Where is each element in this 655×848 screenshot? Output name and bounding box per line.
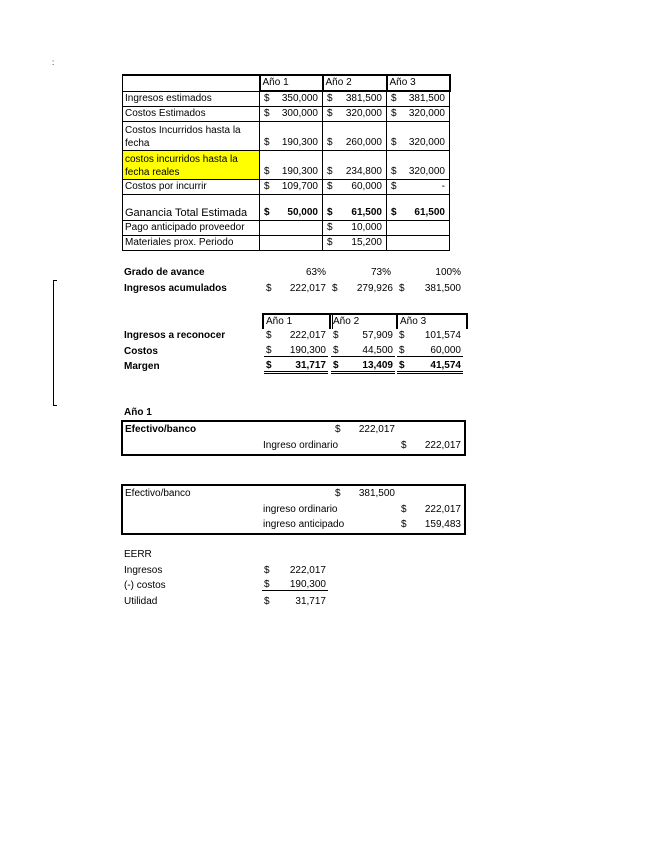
value-cell: $ 222,017 — [266, 330, 326, 341]
journal-entry-2 — [121, 484, 466, 535]
entry2-credit1-value: $ 222,017 — [401, 504, 461, 515]
row-label: Costos por incurrir — [123, 180, 260, 195]
value-cell: $ 260,000 — [323, 122, 387, 151]
eerr-ingresos-value: $ 222,017 — [264, 565, 326, 576]
table-row — [123, 107, 450, 122]
value-cell: $ - — [387, 180, 450, 195]
table-row — [123, 151, 450, 180]
value-cell — [387, 236, 450, 251]
value-cell — [260, 236, 323, 251]
table-row — [123, 91, 450, 107]
grado-ano-3: 100% — [435, 267, 461, 278]
entry1-debit-value: $ 222,017 — [335, 424, 395, 435]
ingresos-acumulados-label: Ingresos acumulados — [124, 283, 227, 294]
estimates-table — [122, 74, 451, 251]
table-row — [123, 236, 450, 251]
value-cell: $ 61,500 — [387, 195, 450, 221]
value-cell: $ 15,200 — [323, 236, 387, 251]
value-cell: $ 109,700 — [260, 180, 323, 195]
table2-header-ano-3: Año 3 — [396, 313, 468, 329]
grado-ano-2: 73% — [370, 267, 391, 278]
margin-bracket-tick — [53, 405, 57, 406]
eerr-utilidad-value: $ 31,717 — [264, 596, 326, 607]
value-cell — [260, 221, 323, 236]
value-cell: $ 234,800 — [323, 151, 387, 180]
row-label: Materiales prox. Periodo — [123, 236, 260, 251]
eerr-costos-value: $ 190,300 — [264, 579, 326, 590]
header-cell-empty — [123, 75, 260, 91]
header-ano-2: Año 2 — [323, 75, 387, 91]
value-cell — [387, 221, 450, 236]
value-cell: $ 10,000 — [323, 221, 387, 236]
value-cell: $ 190,300 — [260, 122, 323, 151]
value-cell: $ 320,000 — [387, 122, 450, 151]
value-cell: $ 320,000 — [387, 107, 450, 122]
entry1-credit-label: Ingreso ordinario — [263, 440, 339, 451]
row-label: Pago anticipado proveedor — [123, 221, 260, 236]
corner-mark: : — [52, 58, 55, 67]
margin-bracket-tick — [53, 280, 57, 281]
value-cell: $ 60,000 — [399, 345, 461, 356]
value-cell: $ 101,574 — [399, 330, 461, 341]
eerr-utilidad-label: Utilidad — [124, 596, 158, 607]
margin-bracket-line — [53, 280, 54, 406]
acumulado-ano-3: $ 381,500 — [399, 283, 461, 294]
entry2-debit-value: $ 381,500 — [335, 488, 395, 499]
journal-entry-1 — [121, 420, 466, 456]
entry1-credit-value: $ 222,017 — [401, 440, 461, 451]
value-cell: $ 50,000 — [260, 195, 323, 221]
table2-header-ano-2: Año 2 — [329, 313, 399, 329]
acumulado-ano-2: $ 279,926 — [332, 283, 393, 294]
margen-label: Margen — [124, 361, 160, 372]
row-label: Costos Incurridos hasta la fecha — [123, 122, 260, 151]
row-label: Ganancia Total Estimada — [123, 195, 260, 221]
value-cell: $ 350,000 — [260, 91, 323, 107]
table2-header-ano-1: Año 1 — [262, 313, 333, 329]
value-cell: $ 60,000 — [323, 180, 387, 195]
entry2-credit1-label: ingreso ordinario — [263, 504, 338, 515]
value-cell: $ 41,574 — [397, 360, 463, 374]
grado-avance-label: Grado de avance — [124, 267, 205, 278]
value-cell: $ 320,000 — [387, 151, 450, 180]
value-cell: $ 44,500 — [333, 345, 393, 356]
entry1-debit-label: Efectivo/banco — [125, 424, 197, 435]
table-header-row — [123, 75, 450, 91]
row-label-highlighted: costos incurridos hasta la fecha reales — [123, 151, 260, 180]
value-cell: $ 190,300 — [260, 151, 323, 180]
entry2-credit2-value: $ 159,483 — [401, 519, 461, 530]
value-cell: $ 190,300 — [266, 345, 326, 356]
row-label: Costos Estimados — [123, 107, 260, 122]
value-cell: $ 31,717 — [264, 360, 328, 374]
eerr-title: EERR — [124, 549, 152, 560]
table-row — [123, 180, 450, 195]
value-cell: $ 381,500 — [323, 91, 387, 107]
header-ano-1: Año 1 — [260, 75, 323, 91]
value-cell: $ 381,500 — [387, 91, 450, 107]
entry2-credit2-label: ingreso anticipado — [263, 519, 345, 530]
table-row — [123, 221, 450, 236]
header-ano-3: Año 3 — [387, 75, 450, 91]
table-row — [123, 195, 450, 221]
grado-ano-1: 63% — [305, 267, 326, 278]
ano1-title: Año 1 — [124, 407, 152, 418]
eerr-costos-label: (-) costos — [124, 580, 166, 591]
acumulado-ano-1: $ 222,017 — [266, 283, 326, 294]
ingresos-reconocer-label: Ingresos a reconocer — [124, 330, 226, 341]
costos-label: Costos — [124, 346, 158, 357]
eerr-ingresos-label: Ingresos — [124, 565, 163, 576]
value-cell: $ 61,500 — [323, 195, 387, 221]
value-cell: $ 300,000 — [260, 107, 323, 122]
value-cell: $ 57,909 — [333, 330, 393, 341]
entry2-debit-label: Efectivo/banco — [125, 488, 191, 499]
row-label: Ingresos estimados — [123, 91, 260, 107]
value-cell: $ 13,409 — [331, 360, 395, 374]
value-cell: $ 320,000 — [323, 107, 387, 122]
table-row — [123, 122, 450, 151]
